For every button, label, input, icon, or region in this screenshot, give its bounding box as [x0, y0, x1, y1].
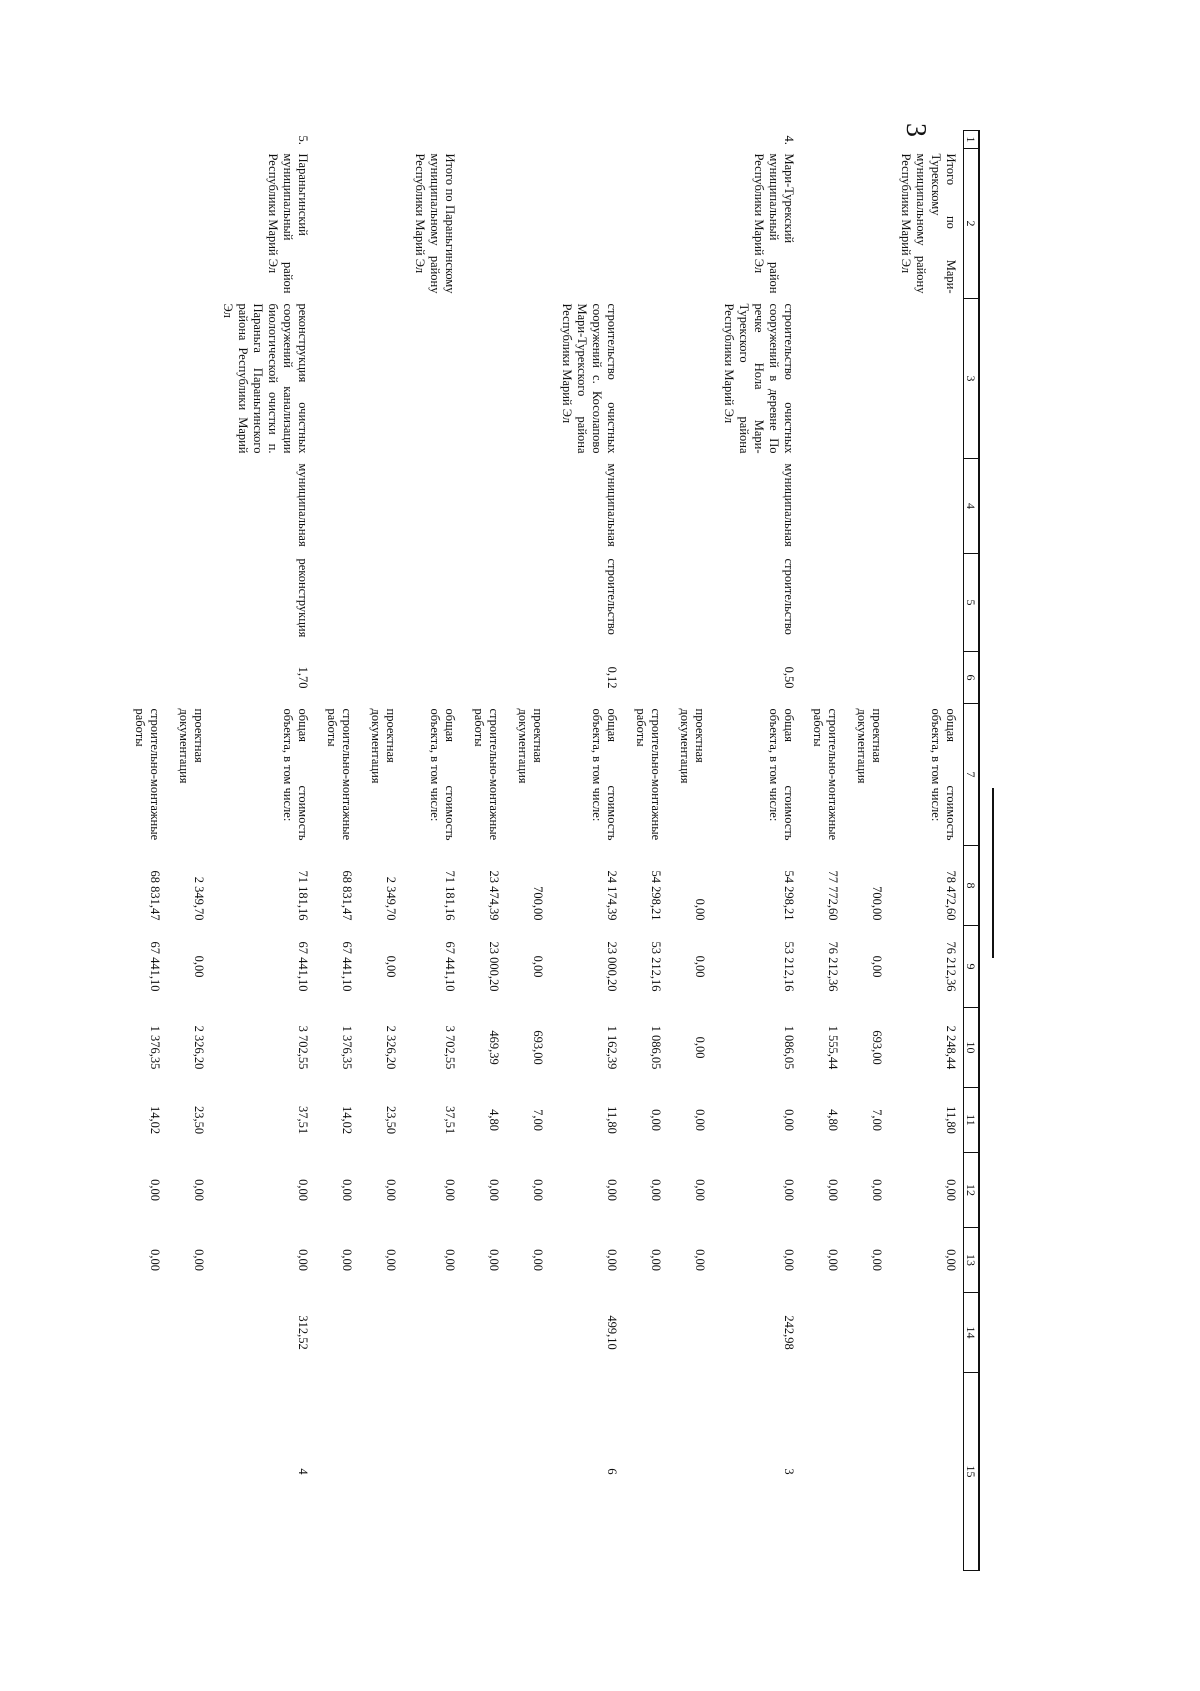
cell-col-8: 68 831,47 [339, 870, 354, 921]
table-row [845, 131, 889, 1571]
cell-col-9: 53 212,16 [781, 941, 796, 992]
cell-col-11: 14,02 [339, 1105, 354, 1135]
rotated-table-container [132, 130, 980, 1570]
cell-col-1 [359, 131, 403, 149]
cell-col-6 [624, 652, 668, 704]
cell-col-15 [359, 1373, 403, 1571]
column-number-header [963, 131, 979, 1571]
cell-col-1 [462, 131, 506, 149]
cell-col-4 [624, 459, 668, 554]
table-row [359, 131, 403, 1571]
header-col-15: 15 [963, 1373, 979, 1571]
cell-col-2 [845, 149, 889, 299]
cell-col-9: 53 212,16 [648, 941, 663, 992]
cell-col-15 [845, 1373, 889, 1571]
header-col-9: 9 [963, 926, 979, 1008]
table-row [550, 131, 624, 1571]
cell-col-8: 71 181,16 [442, 870, 457, 921]
cell-col-13: 0,00 [648, 1249, 663, 1271]
cell-col-15: 3 [781, 1468, 796, 1475]
cell-col-15 [506, 1373, 550, 1571]
cell-col-4 [462, 459, 506, 554]
investment-table [123, 130, 980, 1571]
header-col-13: 13 [963, 1228, 979, 1293]
cell-col-7: общая стоимость объекта, в том числе: [589, 708, 619, 841]
cell-col-8: 24 174,39 [604, 870, 619, 921]
cell-col-6 [668, 652, 712, 704]
cell-col-15 [668, 1373, 712, 1571]
cell-col-14: 312,52 [295, 1315, 310, 1350]
cell-col-14 [123, 1293, 167, 1373]
cell-col-2 [167, 149, 211, 299]
cell-col-12: 0,00 [604, 1179, 619, 1201]
cell-col-1 [668, 131, 712, 149]
cell-col-4 [506, 459, 550, 554]
cell-col-10: 1 376,35 [147, 1025, 162, 1070]
cell-col-2: Итого по Мари-Турекскому муниципальному району Республики Марий Эл [898, 153, 958, 294]
cell-col-14 [801, 1293, 845, 1373]
cell-col-15 [123, 1373, 167, 1571]
cell-col-1 [801, 131, 845, 149]
cell-col-2: Итого по Параньгинскому муниципальному району Республики Марий Эл [412, 153, 457, 294]
cell-col-11: 7,00 [530, 1109, 545, 1131]
cell-col-9: 67 441,10 [147, 941, 162, 992]
cell-col-1 [845, 131, 889, 149]
cell-col-1 [403, 131, 462, 149]
cell-col-15: 6 [604, 1468, 619, 1475]
cell-col-4 [403, 459, 462, 554]
cell-col-2 [123, 149, 167, 299]
cell-col-9: 23 000,20 [486, 941, 501, 992]
cell-col-1: 5. [295, 135, 310, 145]
cell-col-12: 0,00 [648, 1179, 663, 1201]
cell-col-15 [403, 1373, 462, 1571]
cell-col-6 [462, 652, 506, 704]
cell-col-7: строительно-монтажные работы [471, 708, 501, 841]
cell-col-9: 0,00 [191, 955, 206, 978]
cell-col-12: 0,00 [442, 1179, 457, 1201]
table-row [123, 131, 167, 1571]
cell-col-6 [845, 652, 889, 704]
cell-col-1 [123, 131, 167, 149]
cell-col-2 [550, 149, 624, 299]
cell-col-3 [315, 299, 359, 459]
cell-col-9: 67 441,10 [339, 941, 354, 992]
cell-col-9: 0,00 [869, 955, 884, 978]
cell-col-8: 23 474,39 [486, 870, 501, 921]
cell-col-14 [359, 1293, 403, 1373]
cell-col-1 [167, 131, 211, 149]
header-col-14: 14 [963, 1293, 979, 1373]
table-row [889, 131, 964, 1571]
cell-col-3 [359, 299, 403, 459]
cell-col-12: 0,00 [295, 1179, 310, 1201]
cell-col-14 [845, 1293, 889, 1373]
header-col-4: 4 [963, 459, 979, 554]
table-row [668, 131, 712, 1571]
table-row [624, 131, 668, 1571]
cell-col-7: проектная документация [854, 708, 884, 784]
cell-col-10: 1 086,05 [648, 1025, 663, 1070]
cell-col-4 [889, 459, 964, 554]
cell-col-3: реконструкция очистных сооружений канализации биологической очистки п. Параньга Параньгинского района Республики Марий Эл [220, 303, 310, 454]
cell-col-4 [801, 459, 845, 554]
cell-col-9: 67 441,10 [295, 941, 310, 992]
cell-col-10: 693,00 [869, 1030, 884, 1065]
cell-col-8: 77 772,60 [825, 870, 840, 921]
cell-col-1 [550, 131, 624, 149]
cell-col-15 [462, 1373, 506, 1571]
cell-col-12: 0,00 [781, 1179, 796, 1201]
cell-col-4 [123, 459, 167, 554]
cell-col-2 [668, 149, 712, 299]
page-number: 3 [900, 123, 931, 137]
table-row [403, 131, 462, 1571]
cell-col-6 [123, 652, 167, 704]
cell-col-2 [506, 149, 550, 299]
cell-col-9: 76 212,36 [943, 941, 958, 992]
cell-col-10: 469,39 [486, 1030, 501, 1065]
cell-col-7: проектная документация [368, 708, 398, 784]
cell-col-4 [359, 459, 403, 554]
cell-col-2 [315, 149, 359, 299]
cell-col-15 [624, 1373, 668, 1571]
cell-col-1 [506, 131, 550, 149]
cell-col-8: 700,00 [869, 886, 884, 921]
cell-col-11: 37,51 [295, 1105, 310, 1135]
cell-col-10: 0,00 [692, 1036, 707, 1059]
cell-col-3 [123, 299, 167, 459]
cell-col-11: 37,51 [442, 1105, 457, 1135]
cell-col-11: 0,00 [692, 1109, 707, 1131]
cell-col-2: Мари-Турекский муниципальный район Республики Марий Эл [751, 153, 796, 294]
cell-col-2: Параньгинский муниципальный район Республики Марий Эл [265, 153, 310, 294]
header-col-1: 1 [963, 131, 979, 149]
cell-col-14 [506, 1293, 550, 1373]
cell-col-13: 0,00 [147, 1249, 162, 1271]
cell-col-10: 693,00 [530, 1030, 545, 1065]
cell-col-8: 78 472,60 [943, 870, 958, 921]
cell-col-5 [403, 554, 462, 652]
cell-col-2 [801, 149, 845, 299]
cell-col-4 [845, 459, 889, 554]
cell-col-11: 4,80 [486, 1109, 501, 1131]
cell-col-7: проектная документация [515, 708, 545, 784]
cell-col-5 [462, 554, 506, 652]
cell-col-8: 68 831,47 [147, 870, 162, 921]
cell-col-13: 0,00 [869, 1249, 884, 1271]
cell-col-9: 0,00 [692, 955, 707, 978]
cell-col-5 [167, 554, 211, 652]
cell-col-9: 0,00 [530, 955, 545, 978]
cell-col-12: 0,00 [692, 1179, 707, 1201]
cell-col-13: 0,00 [692, 1249, 707, 1271]
cell-col-14 [889, 1293, 964, 1373]
cell-col-15 [167, 1373, 211, 1571]
header-col-3: 3 [963, 299, 979, 459]
cell-col-3 [167, 299, 211, 459]
cell-col-15 [315, 1373, 359, 1571]
cell-col-6 [403, 652, 462, 704]
header-col-11: 11 [963, 1088, 979, 1153]
cell-col-7: общая стоимость объекта, в том числе: [928, 708, 958, 841]
cell-col-10: 2 326,20 [191, 1025, 206, 1070]
cell-col-5 [801, 554, 845, 652]
cell-col-12: 0,00 [147, 1179, 162, 1201]
cell-col-13: 0,00 [943, 1249, 958, 1271]
cell-col-14: 499,10 [604, 1315, 619, 1350]
cell-col-7: строительно-монтажные работы [324, 708, 354, 841]
header-col-10: 10 [963, 1008, 979, 1088]
cell-col-13: 0,00 [781, 1249, 796, 1271]
cell-col-10: 2 326,20 [383, 1025, 398, 1070]
cell-col-10: 1 555,44 [825, 1025, 840, 1070]
cell-col-6 [506, 652, 550, 704]
cell-col-5 [506, 554, 550, 652]
cell-col-10: 3 702,55 [295, 1025, 310, 1070]
cell-col-4 [167, 459, 211, 554]
cell-col-5 [889, 554, 964, 652]
cell-col-7: строительно-монтажные работы [633, 708, 663, 841]
header-col-6: 6 [963, 652, 979, 704]
cell-col-6 [801, 652, 845, 704]
cell-col-13: 0,00 [486, 1249, 501, 1271]
cell-col-6: 1,70 [295, 666, 310, 689]
cell-col-6 [315, 652, 359, 704]
cell-col-11: 7,00 [869, 1109, 884, 1131]
header-col-8: 8 [963, 846, 979, 926]
cell-col-11: 0,00 [648, 1109, 663, 1131]
cell-col-9: 0,00 [383, 955, 398, 978]
cell-col-11: 0,00 [781, 1109, 796, 1131]
cell-col-4: муниципальная [604, 463, 619, 547]
cell-col-3 [889, 299, 964, 459]
cell-col-13: 0,00 [295, 1249, 310, 1271]
table-row [801, 131, 845, 1571]
cell-col-5 [359, 554, 403, 652]
cell-col-1 [315, 131, 359, 149]
cell-col-5: строительство [604, 558, 619, 635]
header-col-12: 12 [963, 1153, 979, 1228]
cell-col-7: общая стоимость объекта, в том числе: [766, 708, 796, 841]
table-row [506, 131, 550, 1571]
cell-col-8: 71 181,16 [295, 870, 310, 921]
cell-col-10: 1 376,35 [339, 1025, 354, 1070]
cell-col-9: 23 000,20 [604, 941, 619, 992]
cell-col-3 [668, 299, 712, 459]
cell-col-11: 23,50 [191, 1105, 206, 1135]
cell-col-3 [403, 299, 462, 459]
table-row [712, 131, 801, 1571]
cell-col-8: 54 298,21 [781, 870, 796, 921]
cell-col-3 [624, 299, 668, 459]
cell-col-6 [359, 652, 403, 704]
cell-col-8: 0,00 [692, 898, 707, 921]
cell-col-13: 0,00 [530, 1249, 545, 1271]
cell-col-11: 23,50 [383, 1105, 398, 1135]
cell-col-13: 0,00 [442, 1249, 457, 1271]
cell-col-13: 0,00 [383, 1249, 398, 1271]
cell-col-10: 1 086,05 [781, 1025, 796, 1070]
cell-col-14 [462, 1293, 506, 1373]
cell-col-1: 4. [781, 135, 796, 145]
header-col-7: 7 [963, 704, 979, 846]
table-row [211, 131, 315, 1571]
cell-col-4: муниципальная [295, 463, 310, 547]
cell-col-3: строительство очистных сооружений в деревне По речке Нола Мари-Турекского района Республики Марий Эл [721, 303, 796, 454]
cell-col-15: 4 [295, 1468, 310, 1475]
cell-col-5 [668, 554, 712, 652]
cell-col-8: 54 298,21 [648, 870, 663, 921]
footnote-separator [992, 788, 994, 958]
cell-col-6 [889, 652, 964, 704]
cell-col-3 [845, 299, 889, 459]
cell-col-5 [624, 554, 668, 652]
cell-col-14: 242,98 [781, 1315, 796, 1350]
cell-col-11: 11,80 [604, 1106, 619, 1134]
cell-col-3: строительство очистных сооружений с. Косолапово Мари-Турекского района Республики Марий Эл [559, 303, 619, 454]
cell-col-7: строительно-монтажные работы [132, 708, 162, 841]
cell-col-7: общая стоимость объекта, в том числе: [280, 708, 310, 841]
cell-col-6 [167, 652, 211, 704]
cell-col-4: муниципальная [781, 463, 796, 547]
cell-col-3 [801, 299, 845, 459]
cell-col-12: 0,00 [339, 1179, 354, 1201]
cell-col-5 [315, 554, 359, 652]
cell-col-12: 0,00 [869, 1179, 884, 1201]
cell-col-5: реконструкция [295, 558, 310, 638]
cell-col-14 [315, 1293, 359, 1373]
cell-col-1 [624, 131, 668, 149]
header-col-5: 5 [963, 554, 979, 652]
table-row [462, 131, 506, 1571]
table-row [315, 131, 359, 1571]
cell-col-14 [403, 1293, 462, 1373]
cell-col-15 [889, 1373, 964, 1571]
cell-col-12: 0,00 [825, 1179, 840, 1201]
cell-col-12: 0,00 [486, 1179, 501, 1201]
cell-col-13: 0,00 [339, 1249, 354, 1271]
cell-col-14 [668, 1293, 712, 1373]
table-row [167, 131, 211, 1571]
cell-col-13: 0,00 [604, 1249, 619, 1271]
cell-col-3 [462, 299, 506, 459]
cell-col-12: 0,00 [383, 1179, 398, 1201]
cell-col-12: 0,00 [530, 1179, 545, 1201]
cell-col-12: 0,00 [191, 1179, 206, 1201]
cell-col-11: 14,02 [147, 1105, 162, 1135]
cell-col-1 [889, 131, 964, 149]
cell-col-9: 76 212,36 [825, 941, 840, 992]
cell-col-11: 11,80 [943, 1106, 958, 1134]
cell-col-13: 0,00 [825, 1249, 840, 1271]
cell-col-10: 2 248,44 [943, 1025, 958, 1070]
cell-col-13: 0,00 [191, 1249, 206, 1271]
cell-col-4 [315, 459, 359, 554]
cell-col-5 [845, 554, 889, 652]
cell-col-8: 2 349,70 [383, 876, 398, 921]
header-col-2: 2 [963, 149, 979, 299]
cell-col-2 [462, 149, 506, 299]
cell-col-11: 4,80 [825, 1109, 840, 1131]
cell-col-8: 2 349,70 [191, 876, 206, 921]
cell-col-14 [167, 1293, 211, 1373]
cell-col-14 [624, 1293, 668, 1373]
cell-col-3 [506, 299, 550, 459]
cell-col-5 [123, 554, 167, 652]
cell-col-2 [359, 149, 403, 299]
cell-col-10: 3 702,55 [442, 1025, 457, 1070]
cell-col-5: строительство [781, 558, 796, 635]
cell-col-7: проектная документация [677, 708, 707, 784]
cell-col-6: 0,12 [604, 666, 619, 689]
cell-col-10: 1 162,39 [604, 1025, 619, 1070]
cell-col-6: 0,50 [781, 666, 796, 689]
cell-col-12: 0,00 [943, 1179, 958, 1201]
cell-col-4 [668, 459, 712, 554]
cell-col-8: 700,00 [530, 886, 545, 921]
cell-col-2 [624, 149, 668, 299]
cell-col-7: общая стоимость объекта, в том числе: [427, 708, 457, 841]
cell-col-9: 67 441,10 [442, 941, 457, 992]
cell-col-7: строительно-монтажные работы [810, 708, 840, 841]
cell-col-7: проектная документация [176, 708, 206, 784]
cell-col-15 [801, 1373, 845, 1571]
